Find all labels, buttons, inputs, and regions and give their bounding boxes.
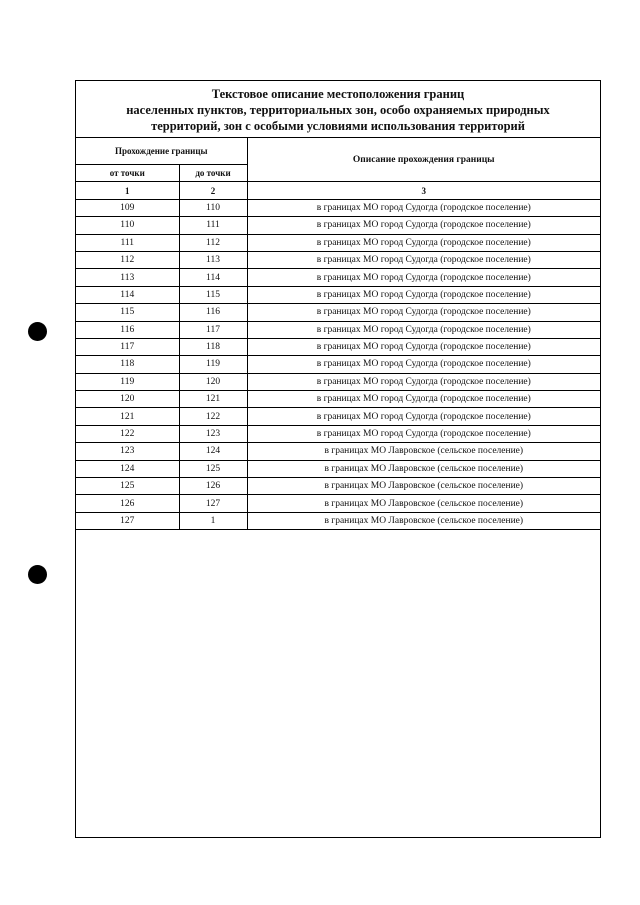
cell-to-point: 126	[179, 478, 247, 495]
boundary-table	[76, 138, 600, 530]
document-frame	[75, 80, 601, 838]
cell-description: в границах МО Лавровское (сельское поселение)	[247, 495, 600, 512]
title-line-3: территорий, зон с особыми условиями использования территорий	[151, 119, 525, 133]
cell-to-point: 114	[179, 269, 247, 286]
cell-to-point: 122	[179, 408, 247, 425]
cell-to-point: 127	[179, 495, 247, 512]
cell-description: в границах МО город Судогда (городское поселение)	[247, 391, 600, 408]
cell-from-point: 113	[76, 269, 179, 286]
cell-description: в границах МО город Судогда (городское поселение)	[247, 304, 600, 321]
header-boundary-passage: Прохождение границы	[76, 138, 247, 165]
title-line-2: населенных пунктов, территориальных зон, особо охраняемых природных	[126, 103, 550, 117]
cell-description: в границах МО Лавровское (сельское поселение)	[247, 443, 600, 460]
cell-description: в границах МО город Судогда (городское поселение)	[247, 234, 600, 251]
column-number-1: 1	[76, 182, 179, 199]
cell-description: в границах МО Лавровское (сельское поселение)	[247, 478, 600, 495]
header-to-point: до точки	[179, 165, 247, 182]
table-row	[76, 391, 600, 408]
table-row	[76, 286, 600, 303]
cell-to-point: 123	[179, 425, 247, 442]
table-row	[76, 478, 600, 495]
cell-from-point: 111	[76, 234, 179, 251]
cell-description: в границах МО город Судогда (городское поселение)	[247, 408, 600, 425]
cell-description: в границах МО город Судогда (городское поселение)	[247, 338, 600, 355]
cell-from-point: 119	[76, 373, 179, 390]
cell-description: в границах МО Лавровское (сельское поселение)	[247, 460, 600, 477]
table-row	[76, 373, 600, 390]
column-number-2: 2	[179, 182, 247, 199]
cell-description: в границах МО город Судогда (городское поселение)	[247, 199, 600, 216]
table-row	[76, 443, 600, 460]
cell-to-point: 111	[179, 217, 247, 234]
document-title	[76, 81, 600, 138]
cell-from-point: 125	[76, 478, 179, 495]
table-row	[76, 269, 600, 286]
cell-from-point: 124	[76, 460, 179, 477]
table-row	[76, 512, 600, 529]
cell-from-point: 118	[76, 356, 179, 373]
table-row	[76, 425, 600, 442]
cell-to-point: 120	[179, 373, 247, 390]
cell-description: в границах МО город Судогда (городское поселение)	[247, 269, 600, 286]
cell-to-point: 113	[179, 251, 247, 268]
column-number-3: 3	[247, 182, 600, 199]
punch-hole-bottom	[28, 565, 47, 584]
cell-from-point: 127	[76, 512, 179, 529]
punch-hole-top	[28, 322, 47, 341]
cell-from-point: 126	[76, 495, 179, 512]
table-row	[76, 251, 600, 268]
header-from-point: от точки	[76, 165, 179, 182]
cell-description: в границах МО город Судогда (городское поселение)	[247, 286, 600, 303]
cell-description: в границах МО город Судогда (городское поселение)	[247, 321, 600, 338]
cell-to-point: 1	[179, 512, 247, 529]
cell-from-point: 122	[76, 425, 179, 442]
table-row	[76, 321, 600, 338]
cell-to-point: 118	[179, 338, 247, 355]
cell-to-point: 116	[179, 304, 247, 321]
cell-from-point: 110	[76, 217, 179, 234]
cell-from-point: 109	[76, 199, 179, 216]
table-row	[76, 234, 600, 251]
table-row	[76, 304, 600, 321]
cell-description: в границах МО город Судогда (городское поселение)	[247, 356, 600, 373]
cell-to-point: 115	[179, 286, 247, 303]
cell-from-point: 114	[76, 286, 179, 303]
cell-from-point: 115	[76, 304, 179, 321]
cell-to-point: 117	[179, 321, 247, 338]
cell-to-point: 121	[179, 391, 247, 408]
cell-description: в границах МО город Судогда (городское поселение)	[247, 373, 600, 390]
title-line-1: Текстовое описание местоположения границ	[211, 87, 465, 101]
cell-to-point: 110	[179, 199, 247, 216]
cell-from-point: 120	[76, 391, 179, 408]
cell-to-point: 124	[179, 443, 247, 460]
cell-description: в границах МО Лавровское (сельское поселение)	[247, 512, 600, 529]
cell-from-point: 117	[76, 338, 179, 355]
cell-from-point: 116	[76, 321, 179, 338]
cell-from-point: 112	[76, 251, 179, 268]
cell-from-point: 121	[76, 408, 179, 425]
cell-to-point: 112	[179, 234, 247, 251]
cell-from-point: 123	[76, 443, 179, 460]
cell-description: в границах МО город Судогда (городское поселение)	[247, 425, 600, 442]
table-row	[76, 356, 600, 373]
table-row	[76, 460, 600, 477]
cell-description: в границах МО город Судогда (городское поселение)	[247, 217, 600, 234]
table-row	[76, 217, 600, 234]
table-row	[76, 199, 600, 216]
cell-to-point: 119	[179, 356, 247, 373]
table-row	[76, 408, 600, 425]
table-row	[76, 495, 600, 512]
table-row	[76, 338, 600, 355]
cell-to-point: 125	[179, 460, 247, 477]
header-description: Описание прохождения границы	[247, 138, 600, 182]
cell-description: в границах МО город Судогда (городское поселение)	[247, 251, 600, 268]
